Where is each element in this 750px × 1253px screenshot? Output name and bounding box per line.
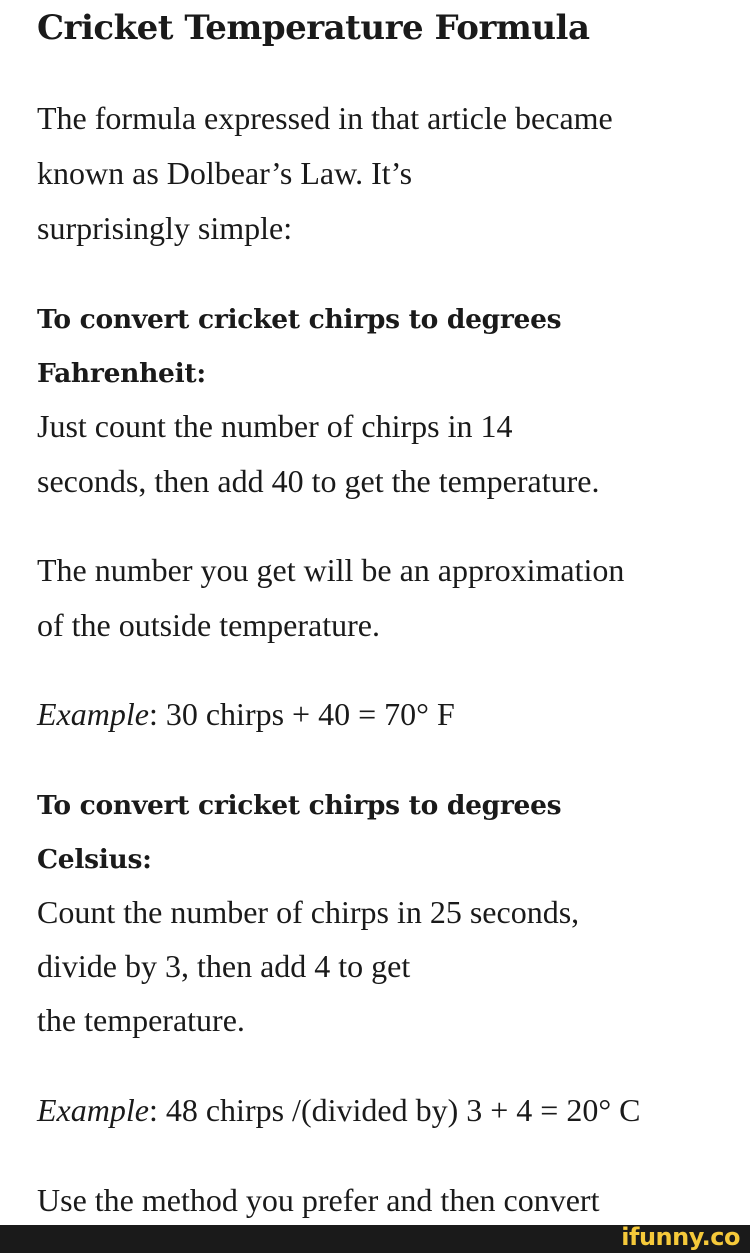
fahrenheit-body-2: seconds, then add 40 to get the temperature.: [37, 463, 600, 499]
example-text: : 48 chirps /(divided by) 3 + 4 = 20° C: [148, 1092, 641, 1128]
example-text: : 30 chirps + 40 = 70° F: [148, 696, 455, 732]
example-label: Example: [37, 696, 149, 732]
ifunny-logo: ifunny.co: [621, 1223, 740, 1251]
closing-line: Use the method you prefer and then convert: [37, 1182, 600, 1218]
celsius-body-3: the temperature.: [37, 1002, 245, 1038]
article-title: Cricket Temperature Formula: [37, 8, 590, 48]
celsius-body-1: Count the number of chirps in 25 seconds,: [37, 894, 580, 930]
celsius-heading-2: Celsius:: [37, 844, 152, 875]
fahrenheit-heading-2: Fahrenheit:: [37, 358, 206, 389]
approximation-note-2: of the outside temperature.: [37, 607, 380, 643]
intro-line-3: surprisingly simple:: [37, 210, 293, 246]
watermark-bar: [0, 1225, 750, 1253]
example-label: Example: [37, 1092, 149, 1128]
celsius-body-2: divide by 3, then add 4 to get: [37, 948, 411, 984]
intro-line-1: The formula expressed in that article became: [37, 100, 613, 136]
celsius-example: [37, 1090, 640, 1130]
celsius-heading-1: To convert cricket chirps to degrees: [37, 790, 562, 821]
fahrenheit-heading-1: To convert cricket chirps to degrees: [37, 304, 562, 335]
fahrenheit-body-1: Just count the number of chirps in 14: [37, 408, 513, 444]
approximation-note-1: The number you get will be an approximation: [37, 552, 625, 588]
fahrenheit-example: [37, 694, 455, 734]
intro-line-2: known as Dolbear’s Law. It’s: [37, 155, 413, 191]
